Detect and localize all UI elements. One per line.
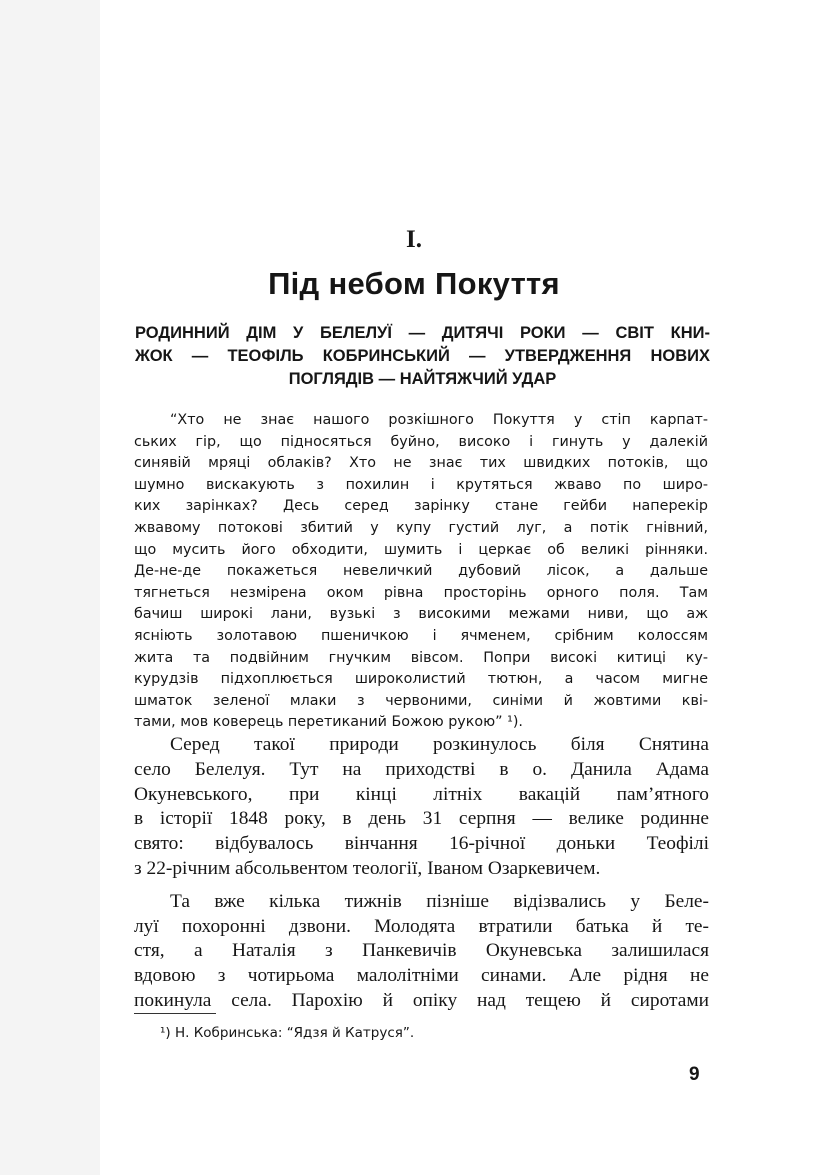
text-line: Та вже кілька тижнів пізніше відізвались у Беле-: [170, 890, 709, 912]
text-line: вдовою з чотирьома малолітніми синами. Але рідня не: [134, 965, 709, 987]
quote-line: жвавому потокові збитий у купу густий луг, а потік гнівний,: [134, 519, 708, 536]
quote-line: жита та подвійним гнучким вівсом. Попри високі китиці ку-: [134, 649, 708, 666]
quote-line: що мусить його обходити, шумить і церкає об великі рінняки.: [134, 541, 708, 558]
page-scan-shadow: [0, 0, 100, 1175]
text-line: в історії 1848 року, в день 31 серпня — велике родинне: [134, 808, 709, 830]
quote-line: тягнеться незмірена оком рівна просторінь орного поля. Там: [134, 584, 708, 601]
page-number: 9: [689, 1064, 700, 1085]
quote-line: Де-не-де покажеться невеличкий дубовий лісок, а дальше: [134, 563, 708, 580]
quote-line: тами, мов коверець перетиканий Божою рукою” ¹).: [134, 714, 523, 731]
footnote: ¹) Н. Кобринська: “Ядзя й Катруся”.: [160, 1025, 415, 1041]
quote-line: ясніють золотавою пшеничкою і ячменем, срібним колоссям: [134, 627, 708, 644]
footnote-divider: [134, 1013, 216, 1014]
text-line: Окуневського, при кінці літніх вакацій пам’ятного: [134, 783, 709, 805]
quote-line: бачиш широкі лани, вузькі з високими межами ниви, що аж: [134, 606, 708, 623]
text-line: стя, а Наталія з Панкевичів Окуневська залишилася: [134, 940, 709, 962]
chapter-title: Під небом Покуття: [268, 266, 560, 301]
text-line: свято: відбувалось вінчання 16-річної доньки Теофілі: [134, 833, 709, 855]
quote-line: синявій мряці облаків? Хто не знає тих швидких потоків, що: [134, 455, 708, 472]
body-text: [134, 733, 709, 1014]
epigraph-quote: [134, 410, 708, 734]
quote-line: ких зарінках? Десь серед зарінку стане гейби наперекір: [134, 498, 708, 515]
subtitle-line: РОДИННИЙ ДІМ У БЕЛЕЛУЇ — ДИТЯЧІ РОКИ — СВІТ КНИ-: [135, 324, 710, 342]
quote-line: шумно вискакують з похилин і крутяться жваво по широ-: [134, 476, 708, 493]
paragraph: [134, 890, 709, 1014]
chapter-number: I.: [406, 226, 422, 253]
quote-line: ських гір, що підносяться буйно, високо і гинуть у далекій: [134, 433, 708, 450]
quote-line: курудзів підхоплюється широколистий тютюн, а часом мигне: [134, 671, 708, 688]
text-line: село Белелуя. Тут на приходстві в о. Данила Адама: [134, 758, 709, 780]
text-line: покинула села. Парохію й опіку над тещею й сиротами: [134, 989, 709, 1011]
subtitle-line: ЖОК — ТЕОФІЛЬ КОБРИНСЬКИЙ — УТВЕРДЖЕННЯ НОВИХ: [135, 347, 710, 365]
text-line: луї похоронні дзвони. Молодята втратили батька й те-: [134, 915, 709, 937]
subtitle-line: ПОГЛЯДІВ — НАЙТЯЖЧИЙ УДАР: [288, 370, 557, 388]
quote-line: “Хто не знає нашого розкішного Покуття у стіп карпат-: [170, 412, 708, 428]
text-line: з 22-річним абсольвентом теології, Іваном Озаркевичем.: [134, 857, 601, 879]
text-line: Серед такої природи розкинулось біля Снятина: [170, 734, 709, 755]
chapter-subtitle: [135, 322, 710, 391]
paragraph: [134, 733, 709, 882]
quote-line: шматок зеленої млаки з червоними, синіми й жовтими кві-: [134, 692, 708, 709]
